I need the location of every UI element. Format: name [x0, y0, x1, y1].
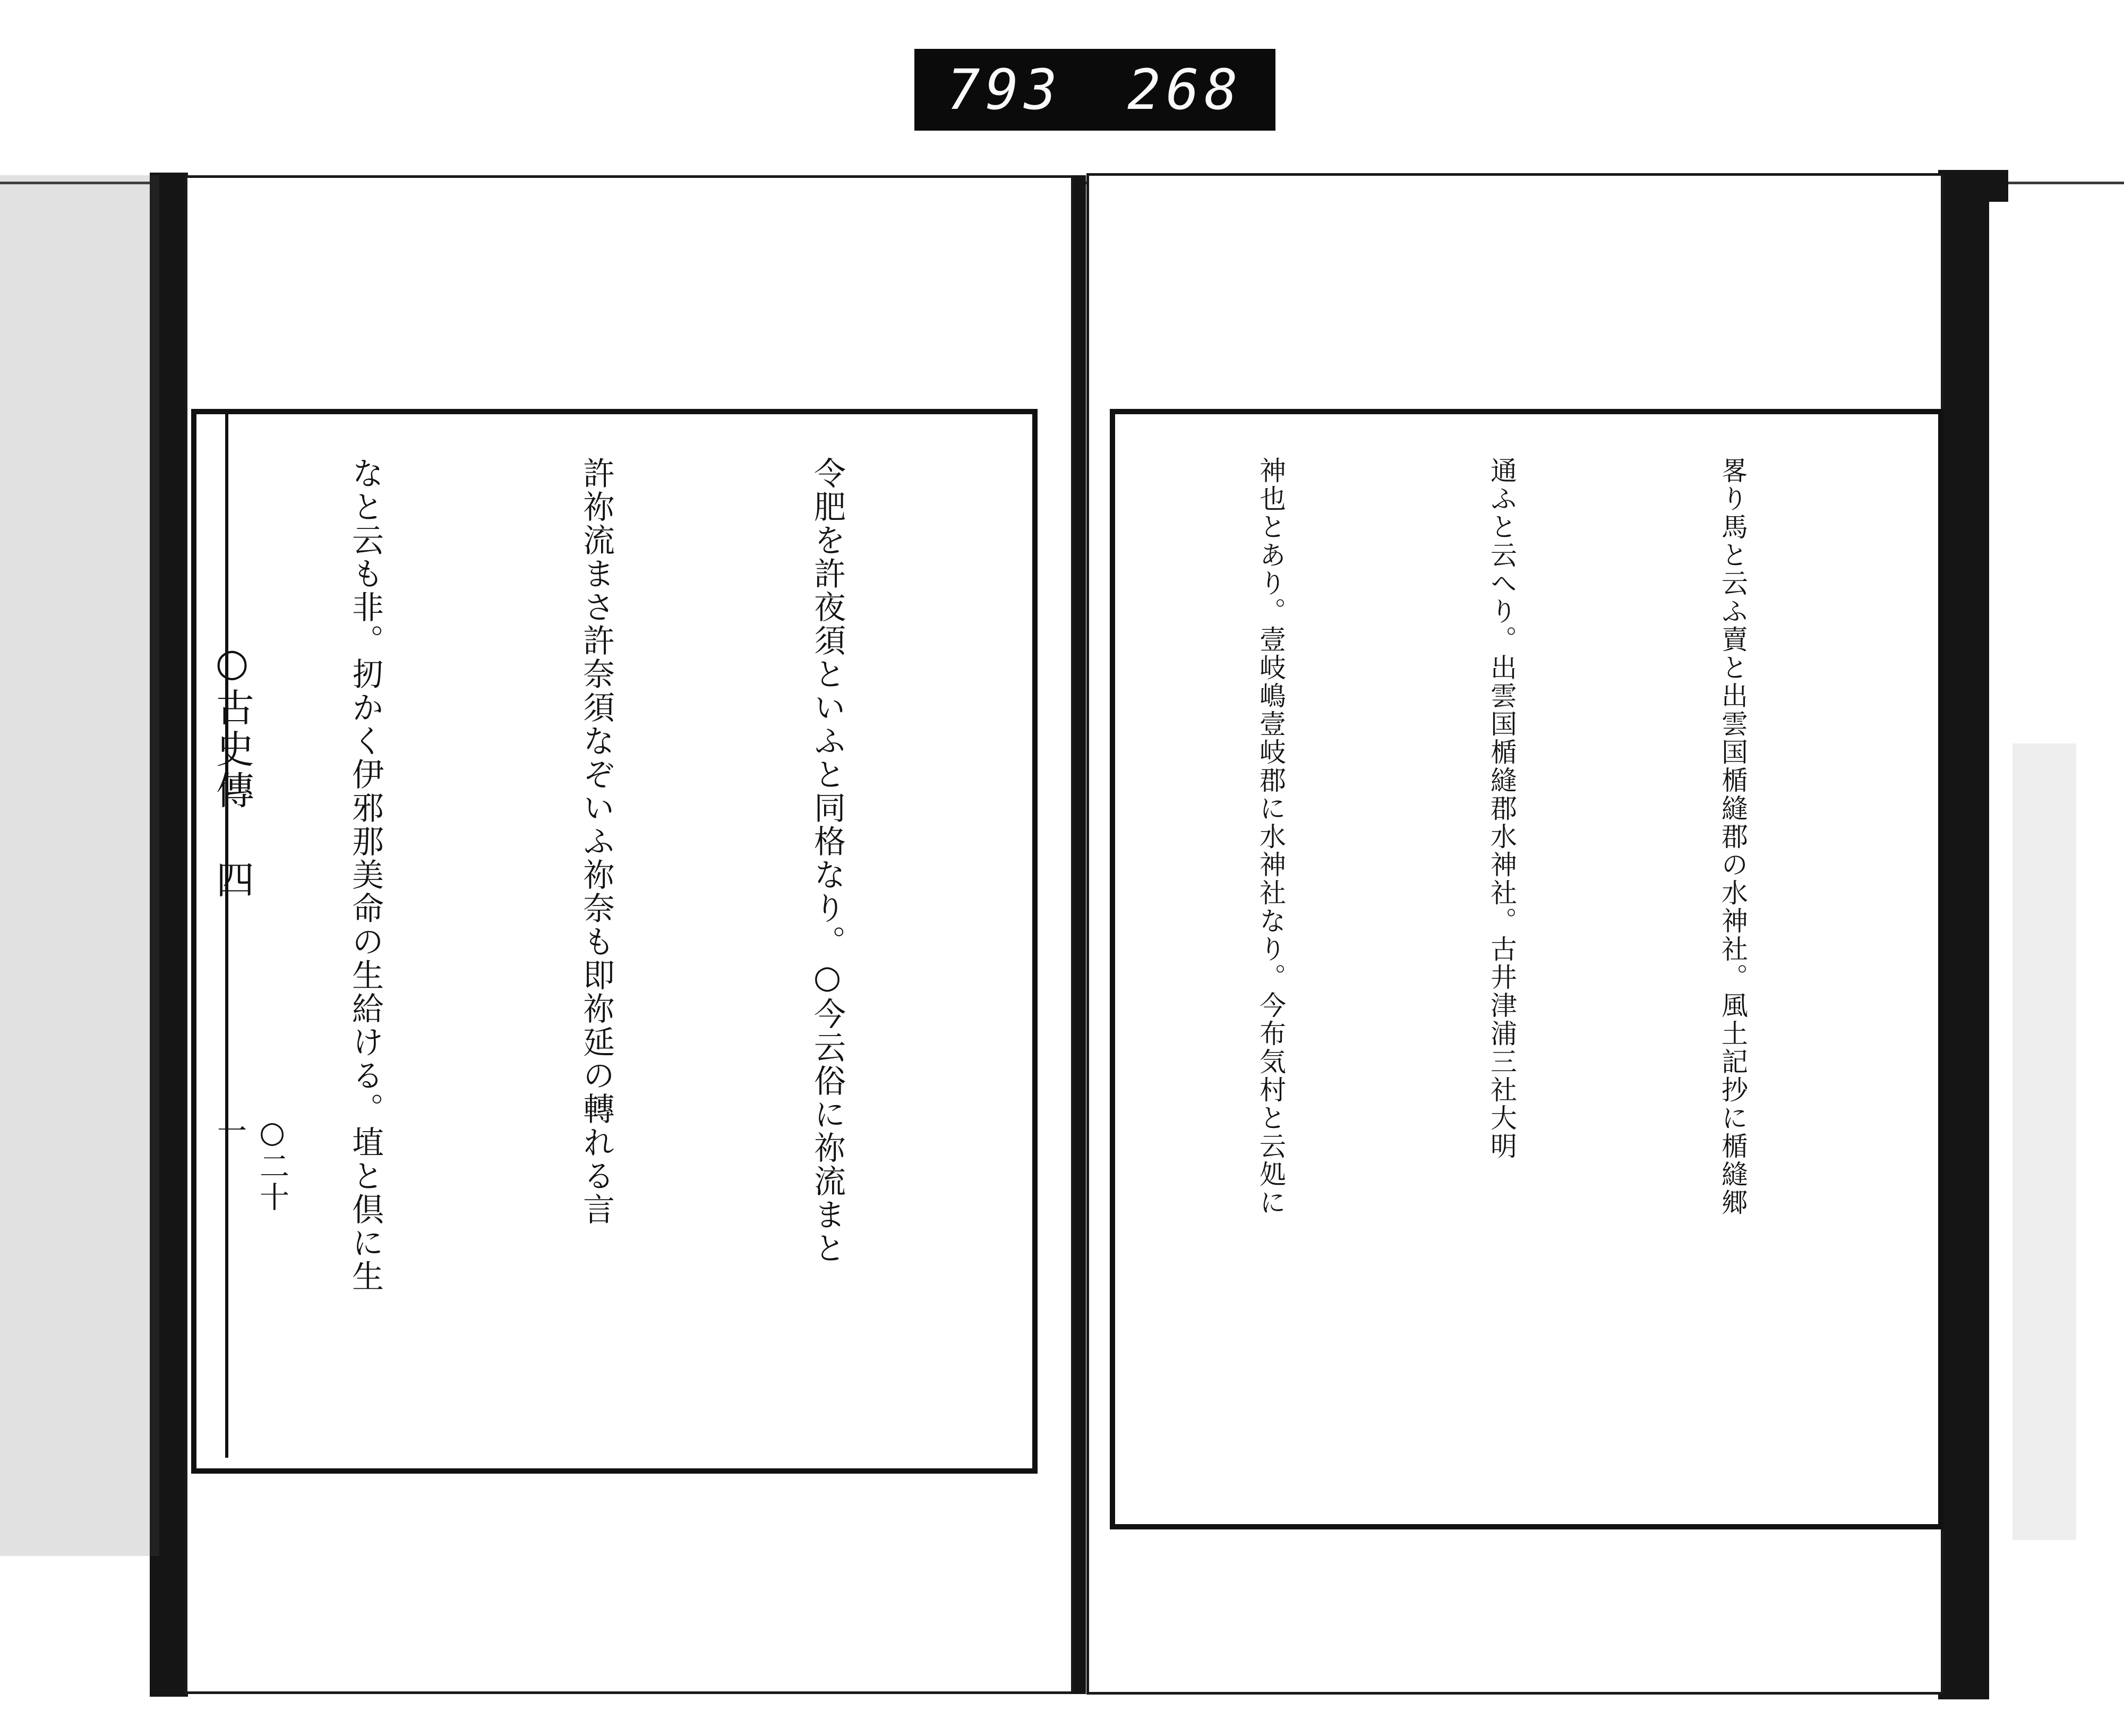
right-tab: [1989, 170, 2008, 202]
scan-noise-right: [2012, 743, 2076, 1540]
text-column: 通ふと云へり。出雲国楯縫郡水神社。古井津浦三社大明: [1486, 457, 1517, 1160]
scan-noise-left: [0, 175, 159, 1556]
page-folio: ○二十一: [212, 1115, 289, 1212]
text-column: 畧り馬と云ふ賣と出雲国楯縫郡の水神社。風土記抄に楯縫郷: [1717, 457, 1748, 1217]
running-head: ○古史傳 四: [210, 640, 254, 901]
right-book-edge: [1938, 170, 1989, 1699]
frame-number-right: 268: [1127, 57, 1243, 122]
text-column: 許祢流まさ許奈須なぞいふ祢奈も即祢延の轉れる言: [578, 457, 615, 1226]
text-column: 令肥を許夜須といふと同格なり。○今云俗に祢流まと: [809, 457, 846, 1265]
frame-number-label: [914, 49, 1275, 131]
text-column: なと云も非。扨かく伊邪那美命の生給ける。埴と倶に生: [347, 457, 384, 1293]
left-body-text: [239, 457, 1020, 1455]
right-body-text: [1123, 457, 1925, 1508]
frame-number-left: 793: [947, 57, 1063, 122]
text-column: 神也とあり。壹岐嶋壹岐郡に水神社なり。今布気村と云処に: [1255, 457, 1286, 1217]
